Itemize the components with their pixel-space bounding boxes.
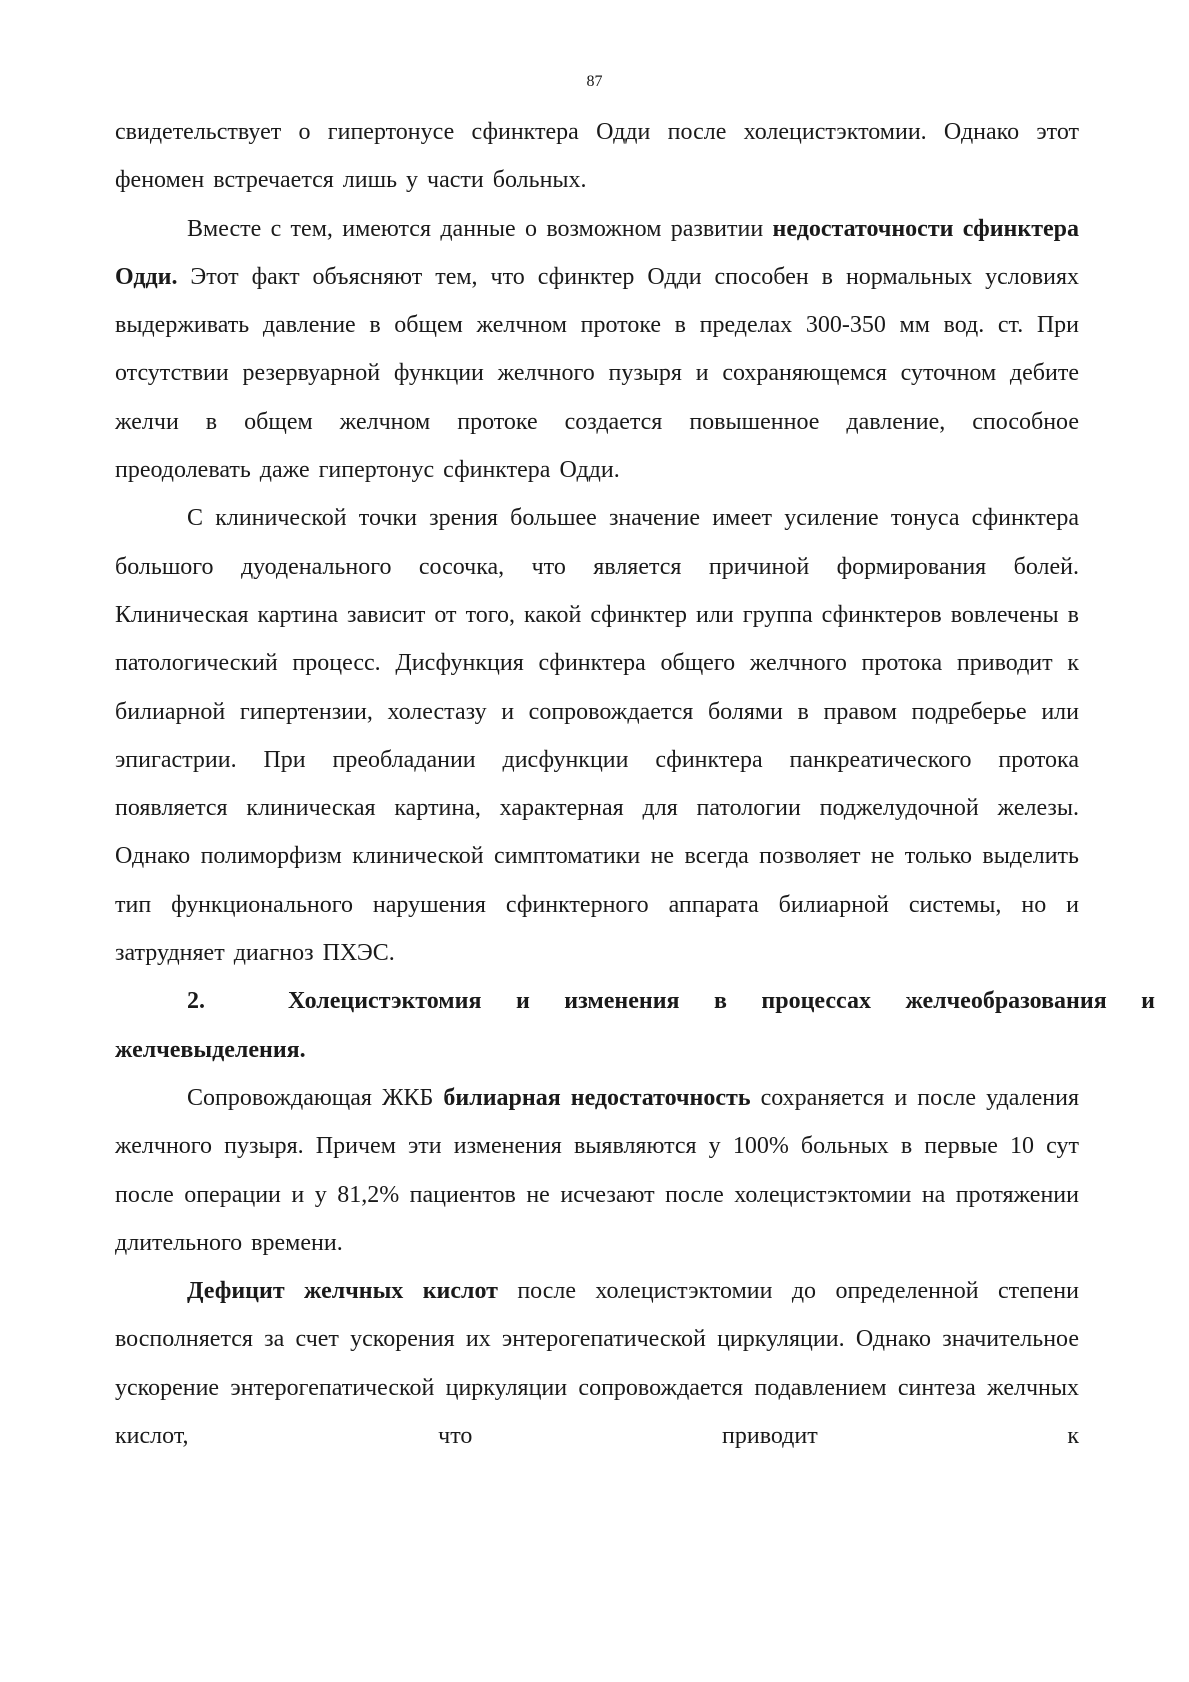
bold-term: Дефицит желчных кислот [187, 1278, 498, 1305]
paragraph-text: Вместе с тем, имеются данные о возможном развитии [187, 215, 773, 242]
paragraph-text: Сопровождающая ЖКБ [187, 1084, 444, 1111]
paragraph-clinical-view: С клинической точки зрения большее значение имеет усиление тонуса сфинктера большого дуоденального сосочка, что является причиной формирования болей. Клиническая картина зависит от того, какой сфинктер или группа сфинктеров вовлечены в патологический процесс. Дисфункция сфинктера общего желчного протока приводит к билиарной гипертензии, холестазу и сопровождается болями в правом подреберье или эпигастрии. При преобладании дисфункции сфинктера панкреатического протока появляется клиническая картина, характерная для патологии поджелудочной железы. Однако полиморфизм клинической симптоматики не всегда позволяет не только выделить тип функционального нарушения сфинктерного аппарата билиарной системы, но и затрудняет диагноз ПХЭС. [115, 505, 1079, 967]
section-heading [115, 977, 1155, 1074]
paragraph-text: Этот факт объясняют тем, что сфинктер Одди способен в нормальных условиях выдерживать давление в общем желчном протоке в пределах 300-350 мм вод. ст. При отсутствии резервуарной функции желчного пузыря и сохраняющемся суточном дебите желчи в общем желчном протоке создается повышенное давление, способное преодолевать даже гипертонус сфинктера Одди. [115, 263, 1079, 484]
paragraph-sphincter-insufficiency [115, 205, 1079, 495]
paragraph-sphincter-hypertonus: свидетельствует о гипертонусе сфинктера Одди после холецистэктомии. Однако этот феномен встречается лишь у части больных. [115, 119, 1079, 194]
bold-term: билиарная недостаточность [443, 1084, 751, 1111]
page-number: 87 [586, 73, 603, 90]
bold-term: недостаточности сфинктера Одди. [115, 215, 1079, 290]
paragraph-biliary-insufficiency [115, 1074, 1079, 1267]
section-title: Холецистэктомия и изменения в процессах желчеобразования и желчевыделения. [115, 988, 1155, 1063]
paragraph-bile-acid-deficit [115, 1267, 1079, 1460]
section-number: 2. [187, 988, 205, 1015]
paragraph-text: сохраняется и после удаления желчного пузыря. Причем эти изменения выявляются у 100% больных в первые 10 сут после операции и у 81,2% пациентов не исчезают после холецистэктомии на протяжении длительного времени. [115, 1084, 1080, 1256]
document-body [115, 108, 1155, 1460]
paragraph-text: после холецистэктомии до определенной степени восполняется за счет ускорения их энтерогепатической циркуляции. Однако значительное ускорение энтерогепатической циркуляции сопровождается подавлением синтеза желчных кислот, что приводит к [115, 1278, 1079, 1450]
